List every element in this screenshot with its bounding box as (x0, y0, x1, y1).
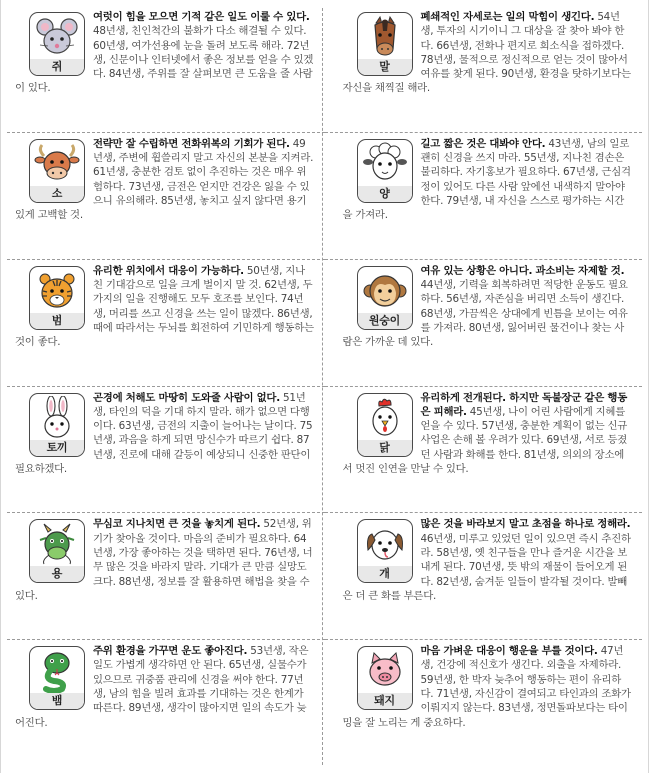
pig-icon (362, 649, 408, 693)
fortune-headline: 마음 가벼운 대응이 행운을 부를 것이다. (420, 645, 598, 658)
horse-icon (362, 15, 408, 59)
zodiac-card-rat (29, 12, 85, 76)
fortune-cell-tiger (7, 260, 325, 387)
zodiac-card-monkey (357, 266, 413, 330)
fortune-headline: 여유 있는 상황은 아니다. 과소비는 자제할 것. (420, 264, 625, 277)
fortune-headline: 길고 짧은 것은 대봐야 안다. (420, 137, 546, 150)
dragon-icon (34, 522, 80, 566)
rabbit-icon (34, 396, 80, 440)
zodiac-card-tiger (29, 266, 85, 330)
zodiac-card-dragon (29, 519, 85, 583)
fortune-body: 45년생, 나이 어린 사람에게 지혜를 얻을 수 있다. 57년생, 충분한 계획이 없는 신규사업은 손해 볼 우려가 있다. 69년생, 서로 등졌던 사람과 화해를 한다. 81년생, 의외의 장소에서 멋진 인연을 만날 수 있다. (342, 405, 628, 475)
zodiac-card-rabbit (29, 393, 85, 457)
fortune-body: 54년생, 투자의 시기이니 그 대상을 잘 찾아 봐야 한다. 66년생, 전화나 편지로 희소식을 접하겠다. 78년생, 물적으로 정신적으로 얻는 것이 많아서 여유를 찾게 된다. 90년생, 환경을 탓하기보다는 자신을 채찍질 해라. (342, 11, 631, 95)
zodiac-card-horse (357, 12, 413, 76)
zodiac-card-pig (357, 646, 413, 710)
zodiac-name: 토끼 (30, 440, 84, 456)
fortune-body: 46년생, 미루고 있었던 일이 있으면 즉시 추진하라. 58년생, 옛 친구들을 만나 즐거운 시간을 보내게 된다. 70년생, 뜻 밖의 재물이 들어오게 된다. 82년생, 숨겨둔 일들이 발각될 것이다. 발빼은 더 큰 화를 부른다. (342, 532, 631, 602)
fortune-cell-rabbit (7, 387, 325, 514)
zodiac-card-sheep (357, 139, 413, 203)
fortune-cell-dog (325, 513, 643, 640)
fortune-headline: 주위 환경을 가꾸면 운도 좋아진다. (93, 645, 248, 658)
zodiac-name: 개 (358, 566, 412, 582)
fortune-cell-horse (325, 6, 643, 133)
fortune-headline: 유리한 위치에서 대응이 가능하다. (93, 264, 244, 277)
fortune-headline: 곤경에 처해도 마땅히 도와줄 사람이 없다. (93, 391, 280, 404)
zodiac-name: 원숭이 (358, 313, 412, 329)
fortune-body: 51년생, 타인의 덕을 기대 하지 말라. 해가 없으면 다행이다. 63년생, 금전의 지출이 늘어나는 날이다. 75년생, 과음을 하게 되면 망신수가 따르기 쉽다. 87년생, 진로에 대해 갈등이 예상되니 신중한 판단이 필요하겠다. (15, 391, 313, 475)
zodiac-name: 용 (30, 566, 84, 582)
zodiac-name: 돼지 (358, 693, 412, 709)
fortune-body: 48년생, 친인척간의 불화가 다소 해결될 수 있다. 60년생, 여가선용에 눈을 돌려 보도록 해라. 72년생, 신문이나 인터넷에서 좋은 정보를 얻을 수 있겠다. 84년생, 주위를 잘 살펴보면 큰 도움을 줄 사람이 있다. (15, 25, 314, 95)
fortune-body: 43년생, 남의 일로 괜히 신경을 쓰지 마라. 55년생, 지나친 겸손은 불리하다. 자기홍보가 필요하다. 67년생, 근심걱정이 있어도 다른 사람 앞에선 내색하지 말아야 한다. 79년생, 내 자신을 스스로 평가하는 시간을 가져라. (342, 137, 631, 222)
fortune-cell-sheep (325, 133, 643, 260)
rooster-icon (362, 396, 408, 440)
sheep-icon (362, 142, 408, 186)
fortune-headline: 많은 것을 바라보지 말고 초점을 하나로 정해라. (420, 518, 631, 531)
fortune-headline: 폐쇄적인 자세로는 일의 막힘이 생긴다. (420, 11, 595, 23)
fortune-cell-snake (7, 640, 325, 767)
zodiac-name: 말 (358, 59, 412, 75)
fortune-headline: 무심코 지나치면 큰 것을 놓치게 된다. (93, 518, 261, 531)
snake-icon (34, 649, 80, 693)
zodiac-name: 소 (30, 186, 84, 202)
fortune-cell-ox (7, 133, 325, 260)
fortune-body: 53년생, 작은 일도 가볍게 생각하면 안 된다. 65년생, 실물수가 있으므로 귀중품 관리에 신경을 써야 한다. 77년생, 남의 힘을 빌려 효과를 기대하는 것은 한계가 따른다. 89년생, 생각이 많아지면 일의 속도가 늦어진다. (15, 645, 309, 729)
zodiac-card-ox (29, 139, 85, 203)
fortune-body: 52년생, 위기가 찾아올 것이다. 마음의 준비가 필요하다. 64년생, 가장 좋아하는 것을 택하면 된다. 76년생, 너무 많은 것을 바라지 말라. 기대가 큰 만큼 실망도 크다. 88년생, 정보를 잘 활용하면 해법을 찾을 수 있다. (15, 518, 313, 602)
fortune-body: 44년생, 기력을 회복하려면 적당한 운동도 필요하다. 56년생, 자존심을 버리면 소득이 생긴다. 68년생, 가끔씩은 상대에게 빈틈을 보이는 여유를 가져라. 80년생, 잃어버린 물건이나 찾는 사람은 가까운 데 있다. (342, 278, 628, 349)
zodiac-name: 양 (358, 186, 412, 202)
zodiac-name: 닭 (358, 440, 412, 456)
fortune-body: 47년생, 건강에 적신호가 생긴다. 외출을 자제하라. 59년생, 한 박자 늦추어 행동하는 편이 유리하다. 71년생, 자신감이 결여되고 타인과의 조화가 이뤄지지 않는다. 83년생, 정면돌파보다는 타이밍을 잘 노리는 게 중요하다. (342, 645, 631, 729)
rat-icon (34, 15, 80, 59)
fortune-cell-rat (7, 6, 325, 133)
fortune-headline: 전략만 잘 수립하면 전화위복의 기회가 된다. (93, 137, 290, 150)
fortune-cell-monkey (325, 260, 643, 387)
fortune-body: 49년생, 주변에 휩쓸리지 말고 자신의 본분을 지켜라. 61년생, 충분한 검토 없이 추진하는 것은 매우 위험하다. 73년생, 금전은 얻지만 건강은 잃을 수 있으니 유의해라. 85년생, 놓치고 싶지 않다면 용기 있게 고백할 것. (15, 137, 314, 222)
fortune-headline: 여럿이 힘을 모으면 기적 같은 일도 이룰 수 있다. (93, 11, 310, 23)
fortune-cell-pig (325, 640, 643, 767)
fortune-cell-dragon (7, 513, 325, 640)
fortune-cell-rooster (325, 387, 643, 514)
fortune-body: 50년생, 지나친 기대감으로 일을 크게 벌이지 말 것. 62년생, 두 가지의 일을 진행해도 모두 호조를 보인다. 74년생, 머리를 쓰고 신경을 쓰는 일이 많겠다. 86년생, 때에 따라서는 두뇌를 회전하여 기민하게 행동하는 것이 좋다. (15, 264, 314, 349)
monkey-icon (362, 269, 408, 313)
zodiac-name: 쥐 (30, 59, 84, 75)
zodiac-card-rooster (357, 393, 413, 457)
zodiac-name: 뱀 (30, 693, 84, 709)
tiger-icon (34, 269, 80, 313)
zodiac-card-snake (29, 646, 85, 710)
fortune-headline: 유리하게 전개된다. 하지만 독불장군 같은 행동은 피해라. (420, 391, 627, 418)
ox-icon (34, 142, 80, 186)
fortune-grid (7, 6, 642, 767)
dog-icon (362, 522, 408, 566)
zodiac-name: 범 (30, 313, 84, 329)
zodiac-card-dog (357, 519, 413, 583)
